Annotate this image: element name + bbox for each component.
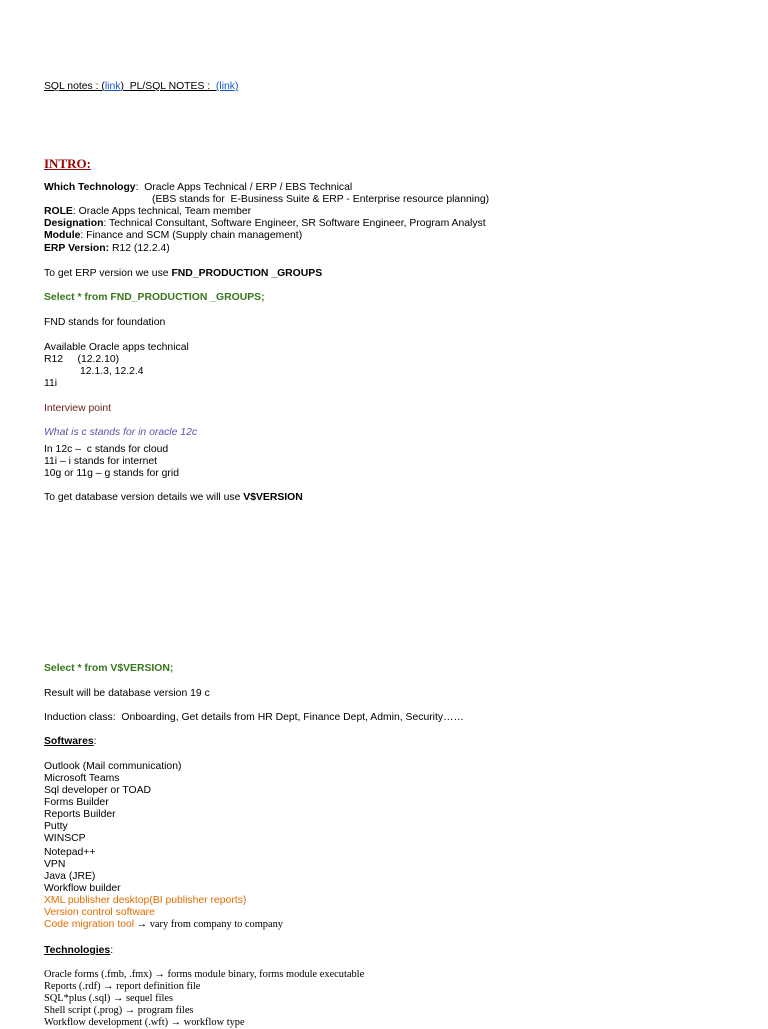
module-line <box>44 230 302 242</box>
module-label: Module <box>44 230 81 241</box>
software-item: WINSCP <box>44 833 86 844</box>
softwares-colon: : <box>93 736 97 747</box>
software-item-code-migration <box>44 919 283 931</box>
interview-question: What is c stands for in oracle 12c <box>44 427 198 438</box>
db-version-intro <box>44 492 303 504</box>
db-view-name: V$VERSION <box>243 492 303 503</box>
technology-line <box>44 182 352 194</box>
technology-label: Which Technology <box>44 182 136 193</box>
technology-note: (EBS stands for E-Business Suite & ERP - Enterprise resource planning) <box>152 194 490 205</box>
softwares-heading-line <box>44 736 97 748</box>
software-item: Workflow builder <box>44 883 121 894</box>
designation-label: Designation <box>44 218 104 229</box>
code-migration-label: Code migration tool <box>44 919 135 930</box>
technology-value: : Oracle Apps Technical / ERP / EBS Technical <box>135 182 353 193</box>
code-migration-note: → vary from company to company <box>134 919 284 930</box>
software-item: VPN <box>44 859 66 870</box>
interview-answer: In 12c – c stands for cloud <box>44 444 169 455</box>
designation-line <box>44 218 486 230</box>
interview-point: Interview point <box>44 403 111 414</box>
interview-answer: 11i – i stands for internet <box>44 456 158 467</box>
notes-links-line <box>44 81 238 93</box>
erp-version-line <box>44 243 170 255</box>
role-value: : Oracle Apps technical, Team member <box>72 206 252 217</box>
software-item: Sql developer or TOAD <box>44 785 152 796</box>
software-item: Outlook (Mail communication) <box>44 761 182 772</box>
softwares-heading: Softwares <box>44 736 94 747</box>
software-item: Reports Builder <box>44 809 116 820</box>
technology-item: Workflow development (.wft) → workflow type <box>44 1017 245 1028</box>
erp-query-intro <box>44 268 322 280</box>
technology-item: Shell script (.prog) → program files <box>44 1005 194 1016</box>
technology-item: SQL*plus (.sql) → sequel files <box>44 993 174 1004</box>
role-line <box>44 206 251 218</box>
erp-query-intro-text: To get ERP version we use <box>44 268 172 279</box>
software-item: Microsoft Teams <box>44 773 120 784</box>
module-value: : Finance and SCM (Supply chain management) <box>80 230 303 241</box>
plsql-notes-label: PL/SQL NOTES : <box>129 81 214 92</box>
fnd-note: FND stands for foundation <box>44 317 166 328</box>
erp-version-value: R12 (12.2.4) <box>109 243 170 254</box>
erp-version-label: ERP Version: <box>44 243 110 254</box>
software-item-highlighted: XML publisher desktop(BI publisher reports) <box>44 895 247 906</box>
r12-line: R12 (12.2.10) <box>44 354 120 365</box>
induction-line: Induction class: Onboarding, Get details from HR Dept, Finance Dept, Admin, Security…… <box>44 712 464 723</box>
plsql-notes-link[interactable]: (link) <box>215 81 239 92</box>
software-item: Notepad++ <box>44 847 96 858</box>
technology-item: Oracle forms (.fmb, .fmx) → forms module binary, forms module executable <box>44 969 365 980</box>
db-version-intro-text: To get database version details we will use <box>44 492 244 503</box>
erp-query-statement: Select * from FND_PRODUCTION _GROUPS; <box>44 292 265 303</box>
db-version-query: Select * from V$VERSION; <box>44 663 174 674</box>
r12-sub-versions: 12.1.3, 12.2.4 <box>80 366 144 377</box>
software-item: Forms Builder <box>44 797 109 808</box>
erp-table-name: FND_PRODUCTION _GROUPS <box>171 268 323 279</box>
software-item: Java (JRE) <box>44 871 96 882</box>
designation-value: : Technical Consultant, Software Engineer, SR Software Engineer, Program Analyst <box>103 218 486 229</box>
db-version-result: Result will be database version 19 c <box>44 688 210 699</box>
sql-notes-close: ) <box>120 81 124 92</box>
sql-notes-link[interactable]: link <box>104 81 121 92</box>
technologies-heading: Technologies <box>44 945 111 956</box>
software-item-highlighted: Version control software <box>44 907 155 918</box>
eleven-i-line: 11i <box>44 378 58 389</box>
technology-item: Reports (.rdf) → report definition file <box>44 981 201 992</box>
role-label: ROLE <box>44 206 73 217</box>
available-title: Available Oracle apps technical <box>44 342 189 353</box>
software-item: Putty <box>44 821 68 832</box>
interview-answer: 10g or 11g – g stands for grid <box>44 468 179 479</box>
technologies-heading-line <box>44 945 113 957</box>
sql-notes-label: SQL notes : ( <box>44 81 105 92</box>
intro-heading: INTRO: <box>44 156 91 171</box>
technologies-colon: : <box>110 945 114 956</box>
